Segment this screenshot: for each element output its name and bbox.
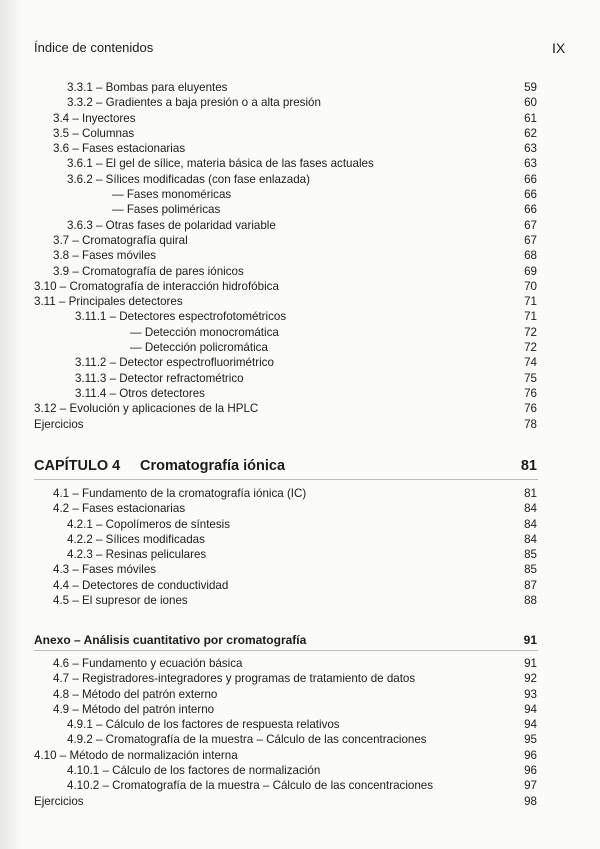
toc-entry <box>0 111 600 126</box>
toc-entry-title: 3.11.4 – Otros detectores <box>75 386 205 400</box>
annex-rule <box>34 650 538 651</box>
toc-section-annex <box>0 656 600 809</box>
toc-entry-page: 96 <box>524 764 537 778</box>
toc-entry-page: 67 <box>524 233 537 247</box>
annex-page: 91 <box>523 633 537 647</box>
toc-entry-page: 68 <box>524 249 537 263</box>
toc-entry <box>0 156 600 171</box>
chapter-page: 81 <box>520 458 537 474</box>
toc-entry-title: 4.10.2 – Cromatografía de la muestra – Cálculo de las concentraciones <box>67 779 434 793</box>
toc-entry-page: 60 <box>524 96 537 110</box>
toc-entry-title: 3.9 – Cromatografía de pares iónicos <box>53 264 244 278</box>
toc-entry-title: 3.6.3 – Otras fases de polaridad variable <box>67 218 276 232</box>
toc-entry-page: 94 <box>524 702 537 716</box>
toc-entry <box>0 562 600 577</box>
toc-entry-page: 93 <box>524 687 537 701</box>
toc-entry-title: 4.2.2 – Sílices modificadas <box>67 532 205 546</box>
toc-entry-page: 74 <box>524 356 537 370</box>
toc-entry <box>0 717 600 732</box>
toc-entry-page: 69 <box>524 264 537 278</box>
toc-entry <box>0 340 600 355</box>
toc-entry-page: 87 <box>524 578 537 592</box>
toc-entry <box>0 501 600 516</box>
toc-entry <box>0 202 600 217</box>
toc-entry-title: — Fases poliméricas <box>112 203 221 217</box>
toc-entry-page: 76 <box>524 386 537 400</box>
running-header-title: Índice de contenidos <box>34 40 154 55</box>
chapter-label: CAPÍTULO 4 <box>34 458 121 474</box>
toc-entry-page: 91 <box>524 657 537 670</box>
toc-entry-title: — Fases monoméricas <box>112 188 232 202</box>
toc-entry-title: 4.10.1 – Cálculo de los factores de normalización <box>67 764 321 778</box>
toc-entry-title: 3.11.2 – Detector espectrofluorimétrico <box>75 356 274 370</box>
toc-entry-title: Ejercicios <box>34 794 84 808</box>
toc-entry-page: 72 <box>524 341 537 355</box>
toc-entry-title: 4.8 – Método del patrón externo <box>53 687 218 701</box>
toc-entry <box>0 126 600 141</box>
toc-entry-page: 76 <box>524 402 537 416</box>
toc-entry-title: 3.7 – Cromatografía quiral <box>53 233 188 247</box>
toc-entry-title: 4.4 – Detectores de conductividad <box>53 578 229 592</box>
toc-entry <box>0 532 600 547</box>
toc-entry <box>0 294 600 309</box>
toc-entry-page: 66 <box>524 203 537 217</box>
toc-entry <box>0 417 600 432</box>
toc-entry-title: 3.4 – Inyectores <box>53 111 136 125</box>
chapter-rule <box>34 479 538 480</box>
toc-entry-title: 4.2.1 – Copolímeros de síntesis <box>67 517 231 531</box>
toc-entry-title: 3.6.2 – Sílices modificadas (con fase enlazada) <box>67 172 310 186</box>
toc-entry-page: 70 <box>524 279 537 293</box>
toc-entry <box>0 794 600 809</box>
toc-entry <box>0 748 600 763</box>
toc-entry <box>0 386 600 401</box>
toc-entry-title: 3.5 – Columnas <box>53 126 135 140</box>
toc-entry <box>0 593 600 608</box>
toc-entry-page: 96 <box>524 748 537 762</box>
toc-entry-title: 4.5 – El supresor de iones <box>53 594 188 608</box>
toc-entry-title: 4.9.2 – Cromatografía de la muestra – Cálculo de las concentraciones <box>67 733 427 747</box>
toc-entry <box>0 656 600 671</box>
toc-entry-page: 66 <box>524 188 537 202</box>
toc-entry-page: 71 <box>524 295 537 309</box>
toc-entry <box>0 671 600 686</box>
toc-entry-page: 94 <box>524 718 537 732</box>
toc-entry-title: 4.2 – Fases estacionarias <box>53 502 186 516</box>
toc-entry-title: 4.1 – Fundamento de la cromatografía iónica (IC) <box>53 487 307 500</box>
toc-entry-page: 61 <box>524 111 537 125</box>
toc-entry-title: 3.10 – Cromatografía de interacción hidrofóbica <box>34 279 279 293</box>
toc-entry-page: 97 <box>524 779 537 793</box>
toc-entry <box>0 702 600 717</box>
toc-entry <box>0 141 600 156</box>
toc-entry <box>0 264 600 279</box>
toc-entry-page: 84 <box>524 532 537 546</box>
toc-entry <box>0 218 600 233</box>
toc-section-chapter-4 <box>0 486 600 608</box>
toc-entry-title: 4.7 – Registradores-integradores y programas de tratamiento de datos <box>53 672 416 686</box>
toc-entry-page: 98 <box>524 794 537 808</box>
toc-entry-title: 3.8 – Fases móviles <box>53 249 157 263</box>
page-number: IX <box>552 40 566 56</box>
chapter-title: Cromatografía iónica <box>140 458 286 474</box>
toc-entry <box>0 517 600 532</box>
toc-entry <box>0 355 600 370</box>
toc-entry-page: 67 <box>524 218 537 232</box>
toc-entry-page: 72 <box>524 325 537 339</box>
toc-entry <box>0 95 600 110</box>
toc-entry-title: — Detección monocromática <box>130 325 279 339</box>
toc-entry-page: 78 <box>524 417 537 431</box>
toc-entry-title: 3.11 – Principales detectores <box>34 295 183 309</box>
toc-entry-title: 4.10 – Método de normalización interna <box>34 748 238 762</box>
toc-entry <box>0 778 600 793</box>
toc-entry-page: 63 <box>524 142 537 156</box>
toc-entry-page: 95 <box>524 733 537 747</box>
toc-entry-page: 85 <box>524 548 537 562</box>
toc-entry <box>0 80 600 95</box>
toc-entry-title: 3.6 – Fases estacionarias <box>53 142 186 156</box>
toc-entry-page: 84 <box>524 517 537 531</box>
toc-entry <box>0 732 600 747</box>
toc-entry <box>0 172 600 187</box>
toc-entry <box>0 578 600 593</box>
annex-label: Anexo – Análisis cuantitativo por cromatografía <box>34 633 307 647</box>
toc-section-chapter-3-cont <box>0 80 600 432</box>
toc-entry-title: Ejercicios <box>34 417 84 431</box>
toc-entry-title: 4.2.3 – Resinas peliculares <box>67 548 207 562</box>
toc-entry-page: 66 <box>524 172 537 186</box>
toc-entry-title: 3.3.1 – Bombas para eluyentes <box>67 81 228 94</box>
toc-entry-title: 3.12 – Evolución y aplicaciones de la HPLC <box>34 402 259 416</box>
toc-entry-page: 75 <box>524 371 537 385</box>
toc-entry <box>0 547 600 562</box>
toc-entry-title: 3.11.3 – Detector refractométrico <box>75 371 244 385</box>
toc-entry-page: 92 <box>524 672 537 686</box>
toc-entry-page: 88 <box>524 594 537 608</box>
toc-entry <box>0 401 600 416</box>
toc-entry <box>0 486 600 501</box>
toc-entry <box>0 763 600 778</box>
toc-entry <box>0 187 600 202</box>
toc-entry <box>0 233 600 248</box>
toc-entry-title: 3.3.2 – Gradientes a baja presión o a alta presión <box>67 96 321 110</box>
toc-entry <box>0 248 600 263</box>
toc-entry-page: 62 <box>524 126 537 140</box>
toc-entry-title: 3.11.1 – Detectores espectrofotométricos <box>75 310 287 324</box>
toc-entry-page: 85 <box>524 563 537 577</box>
toc-entry <box>0 687 600 702</box>
toc-entry <box>0 309 600 324</box>
toc-entry-title: — Detección policromática <box>130 341 268 355</box>
toc-entry-page: 63 <box>524 157 537 171</box>
toc-entry <box>0 279 600 294</box>
toc-entry-page: 71 <box>524 310 537 324</box>
toc-entry-title: 4.9.1 – Cálculo de los factores de respuesta relativos <box>67 718 340 732</box>
toc-entry-title: 4.6 – Fundamento y ecuación básica <box>53 657 243 670</box>
toc-entry-page: 81 <box>524 487 537 500</box>
toc-entry <box>0 325 600 340</box>
toc-entry-title: 3.6.1 – El gel de sílice, materia básica de las fases actuales <box>67 157 374 171</box>
toc-entry-title: 4.9 – Método del patrón interno <box>53 702 215 716</box>
toc-entry-page: 59 <box>524 81 537 94</box>
toc-entry <box>0 371 600 386</box>
toc-entry-title: 4.3 – Fases móviles <box>53 563 157 577</box>
toc-entry-page: 84 <box>524 502 537 516</box>
